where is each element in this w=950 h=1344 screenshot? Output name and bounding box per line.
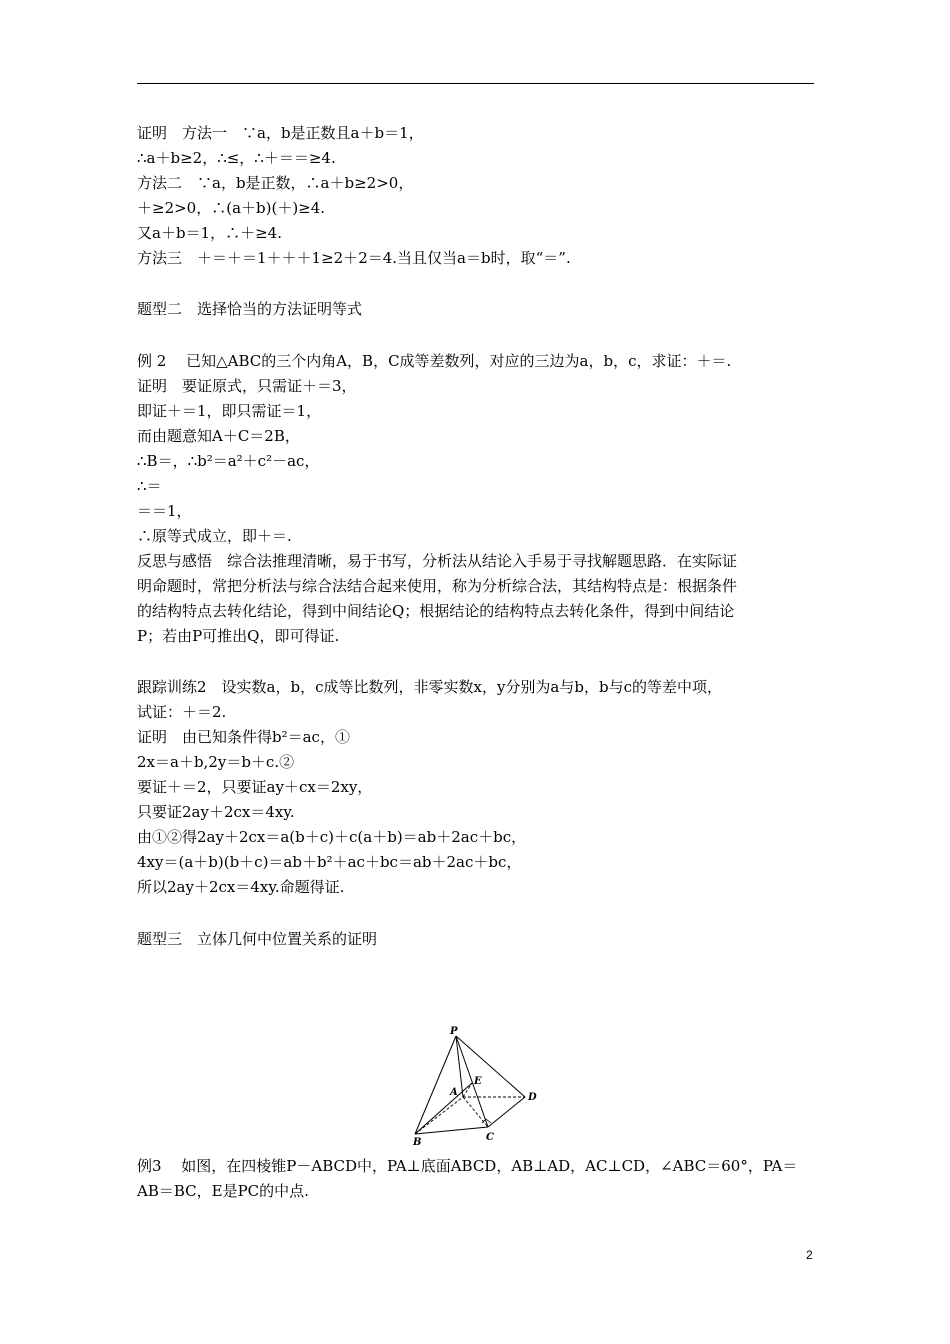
label-c: C bbox=[486, 1132, 494, 1143]
edge-ac-hidden bbox=[463, 1097, 488, 1127]
page-number: 2 bbox=[806, 1248, 813, 1262]
text-line: 又a＋b＝1，∴＋≥4. bbox=[137, 224, 282, 242]
text-line: 只要证2ay＋2cx＝4xy. bbox=[137, 803, 295, 821]
text-line: ∴a＋b≥2，∴≤，∴＋＝＝≥4. bbox=[137, 149, 336, 167]
text-line: AB＝BC，E是PC的中点. bbox=[137, 1182, 309, 1200]
text-line: 所以2ay＋2cx＝4xy.命题得证. bbox=[137, 878, 345, 896]
label-e: E bbox=[474, 1076, 482, 1087]
text-line: 试证：＋＝2. bbox=[137, 703, 227, 721]
section-heading: 题型三 立体几何中位置关系的证明 bbox=[137, 930, 378, 948]
section-heading: 题型二 选择恰当的方法证明等式 bbox=[137, 300, 363, 318]
text-line: 反思与感悟 综合法推理清晰，易于书写，分析法从结论入手易于寻找解题思路．在实际证 bbox=[137, 552, 738, 570]
pyramid-diagram bbox=[400, 1024, 550, 1149]
text-line: 例 2 已知△ABC的三个内角A，B，C成等差数列，对应的三边为a，b，c，求证：＋＝. bbox=[137, 352, 732, 370]
text-line: 证明 由已知条件得b²＝ac，① bbox=[137, 728, 350, 746]
segment-be bbox=[415, 1083, 472, 1134]
text-line: ∴＝ bbox=[137, 477, 162, 495]
header-rule bbox=[137, 83, 814, 84]
text-line: 方法二 ∵a，b是正数，∴a＋b≥2>0， bbox=[137, 174, 414, 192]
edge-bc bbox=[415, 1127, 488, 1134]
label-p: P bbox=[450, 1026, 458, 1037]
text-line: 4xy＝(a＋b)(b＋c)＝ab＋b²＋ac＋bc＝ab＋2ac＋bc， bbox=[137, 853, 522, 871]
text-line: P；若由P可推出Q，即可得证. bbox=[137, 627, 340, 645]
text-line: 即证＋＝1，即只需证＝1， bbox=[137, 402, 322, 420]
label-a: A bbox=[450, 1087, 458, 1098]
text-line: ∴原等式成立，即＋＝. bbox=[137, 527, 292, 545]
text-line: 2x＝a＋b,2y＝b＋c.② bbox=[137, 753, 295, 771]
text-line: 由①②得2ay＋2cx＝a(b＋c)＋c(a＋b)＝ab＋2ac＋bc， bbox=[137, 828, 527, 846]
text-line: 证明 方法一 ∵a，b是正数且a＋b＝1， bbox=[137, 124, 424, 142]
edge-pb bbox=[415, 1036, 456, 1134]
pyramid-figure bbox=[400, 1024, 550, 1149]
label-d: D bbox=[528, 1092, 537, 1103]
text-line: 而由题意知A＋C＝2B， bbox=[137, 427, 300, 445]
text-line: 明命题时，常把分析法与综合法结合起来使用，称为分析综合法，其结构特点是：根据条件 bbox=[137, 577, 738, 595]
text-line: ∴B＝，∴b²＝a²＋c²－ac， bbox=[137, 452, 320, 470]
text-line: 例3 如图，在四棱锥P－ABCD中，PA⊥底面ABCD，AB⊥AD，AC⊥CD，∠ABC＝60°，PA＝ bbox=[137, 1157, 798, 1175]
text-line: 证明 要证原式，只需证＋＝3， bbox=[137, 377, 357, 395]
text-line: ＝＝1， bbox=[137, 502, 192, 520]
text-line: 方法三 ＋＝＋＝1＋＋＋1≥2＋2＝4.当且仅当a＝b时，取“＝”. bbox=[137, 249, 571, 267]
text-line: ＋≥2>0，∴(a＋b)(＋)≥4. bbox=[137, 199, 326, 217]
text-line: 要证＋＝2，只要证ay＋cx＝2xy， bbox=[137, 778, 373, 796]
text-line: 跟踪训练2 设实数a，b，c成等比数列，非零实数x，y分别为a与b，b与c的等差中项， bbox=[137, 678, 722, 696]
label-b: B bbox=[413, 1137, 422, 1148]
text-line: 的结构特点去转化结论，得到中间结论Q；根据结论的结构特点去转化条件，得到中间结论 bbox=[137, 602, 735, 620]
edge-cd bbox=[488, 1097, 525, 1127]
